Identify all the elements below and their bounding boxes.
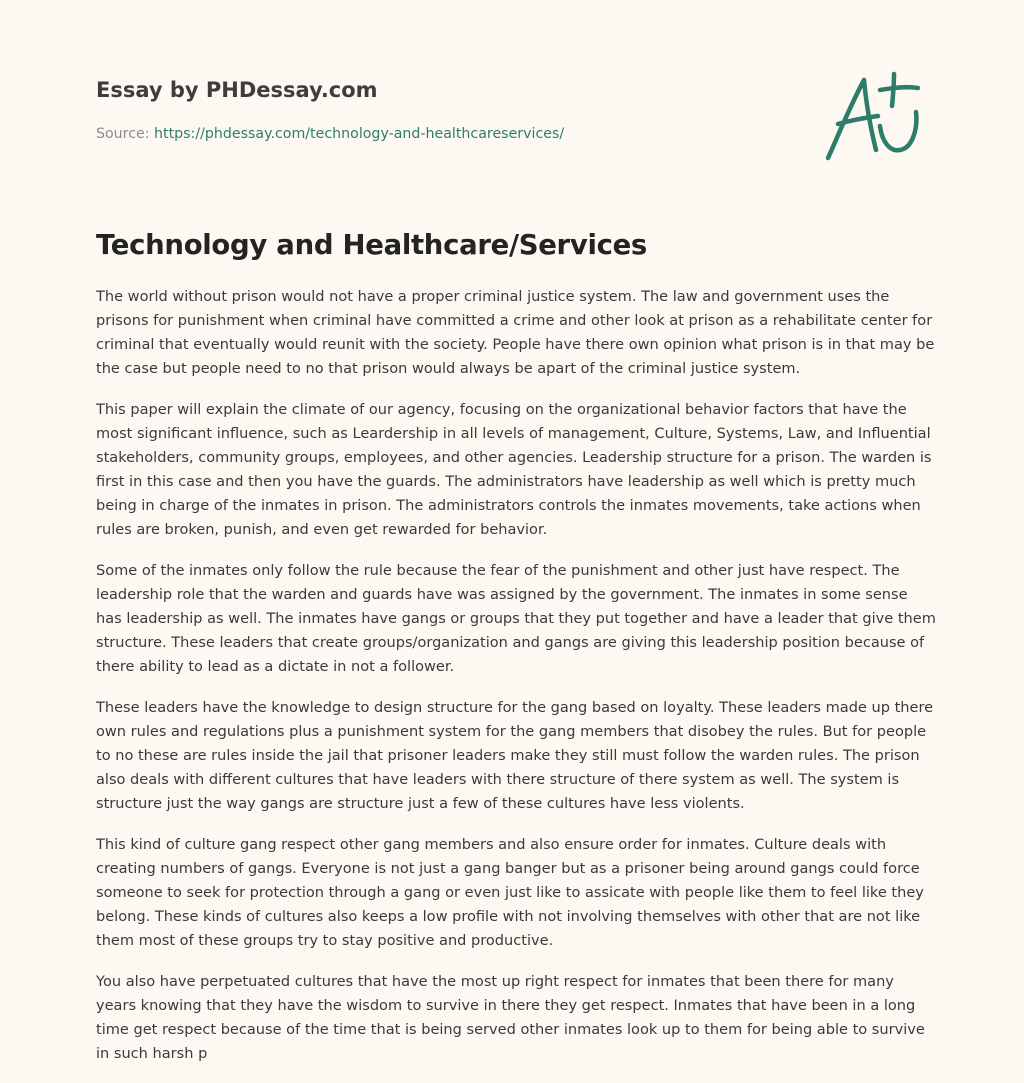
- essay-title: Technology and Healthcare/Services: [96, 229, 647, 261]
- source-link[interactable]: https://phdessay.com/technology-and-healthcareservices/: [154, 126, 565, 142]
- a-plus-grade-logo-icon: [820, 66, 930, 166]
- essay-paragraph: You also have perpetuated cultures that have the most up right respect for inmates that been there for many years knowing that they have the wisdom to survive in there they get respect. Inmates that have been in a long time get respect because of the time that is being served other inmates look up to them for being able to survive in such harsh p: [96, 973, 925, 1062]
- site-title: Essay by PHDessay.com: [96, 78, 378, 102]
- page-header: [96, 76, 716, 144]
- essay-paragraph: This kind of culture gang respect other gang members and also ensure order for inmates. Culture deals with creating numbers of gangs. Everyone is not just a gang banger but as a prisoner being around gangs could force someone to seek for protection through a gang or even just like to assicate with people like them to feel like they belong. These kinds of cultures also keeps a low profile with not involving themselves with other that are not like them most of these groups try to stay positive and productive.: [96, 836, 924, 949]
- source-line: [96, 124, 716, 144]
- essay-paragraph: Some of the inmates only follow the rule because the fear of the punishment and other just have respect. The leadership role that the warden and guards have was assigned by the government. The inmates in some sense has leadership as well. The inmates have gangs or groups that they put together and have a leader that give them structure. These leaders that create groups/organization and gangs are giving this leadership position because of there ability to lead as a dictate in not a follower.: [96, 562, 936, 675]
- essay-paragraph: This paper will explain the climate of our agency, focusing on the organizational behavior factors that have the most significant influence, such as Leardership in all levels of management, Culture, Systems, Law, and Influential stakeholders, community groups, employees, and other agencies. Leadership structure for a prison. The warden is first in this case and then you have the guards. The administrators have leadership as well which is pretty much being in charge of the inmates in prison. The administrators controls the inmates movements, take actions when rules are broken, punish, and even get rewarded for behavior.: [96, 401, 932, 538]
- essay-paragraph: These leaders have the knowledge to design structure for the gang based on loyalty. These leaders made up there own rules and regulations plus a punishment system for the gang members that disobey the rules. But for people to no these are rules inside the jail that prisoner leaders make they still must follow the warden rules. The prison also deals with different cultures that have leaders with there structure of there system as well. The system is structure just the way gangs are structure just a few of these cultures have less violents.: [96, 699, 934, 812]
- essay-paragraph: The world without prison would not have a proper criminal justice system. The law and government uses the prisons for punishment when criminal have committed a crime and other look at prison as a rehabilitate center for criminal that eventually would reunit with the society. People have there own opinion what prison is in that may be the case but people need to no that prison would always be apart of the criminal justice system.: [96, 288, 935, 377]
- essay-body: [96, 285, 936, 1083]
- source-label: Source:: [96, 126, 155, 142]
